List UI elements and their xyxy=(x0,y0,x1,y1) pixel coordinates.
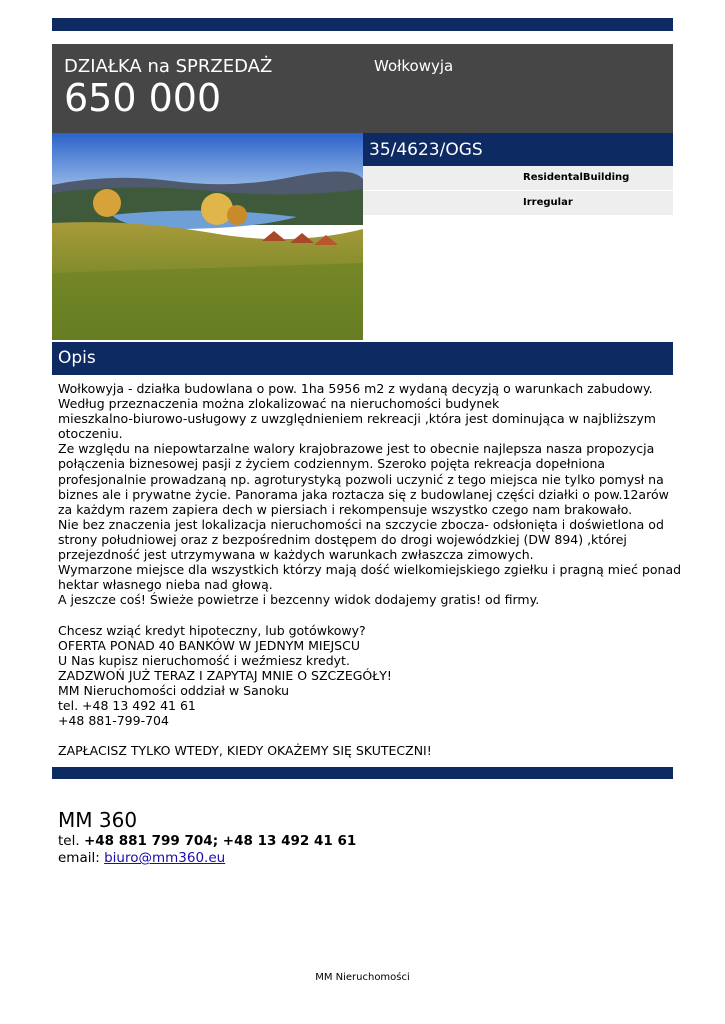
agency-name: MM 360 xyxy=(58,808,138,832)
building-type-row xyxy=(363,166,673,190)
description-line: strony południowej oraz z bezpośrednim dostępem do drogi wojewódzkiej (DW 894) ,której xyxy=(58,531,627,547)
agency-phone xyxy=(58,833,356,849)
bottom-bar xyxy=(52,767,673,779)
listing-price: 650 000 xyxy=(64,76,222,120)
description-line: Chcesz wziąć kredyt hipoteczny, lub gotówkowy? xyxy=(58,622,366,638)
listing-location: Wołkowyja xyxy=(374,57,454,75)
email-label: email: xyxy=(58,850,100,866)
description-line xyxy=(58,728,670,743)
description-line: Ze względu na niepowtarzalne walory krajobrazowe jest to obecnie najlepsza nasza propozycja xyxy=(58,441,655,457)
shape-value: Irregular xyxy=(523,197,573,208)
description-title: Opis xyxy=(58,348,96,368)
description-line: przejezdność jest utrzymywana w każdych warunkach zwłaszcza zimowych. xyxy=(58,547,534,563)
description-line: Nie bez znaczenia jest lokalizacja nieruchomości na szczycie zbocza- odsłonięta i doświetlona od xyxy=(58,516,664,532)
description-line: Wołkowyja - działka budowlana o pow. 1ha 5956 m2 z wydaną decyzją o warunkach zabudowy. xyxy=(58,381,653,396)
description-line: OFERTA PONAD 40 BANKÓW W JEDNYM MIEJSCU xyxy=(58,637,360,653)
description-line: ZAPŁACISZ TYLKO WTEDY, KIEDY OKAŻEMY SIĘ SKUTECZNI! xyxy=(58,743,432,759)
description-line: połączenia biznesowej pasji z życiem codziennym. Szeroko pojęta rekreacja dopełniona xyxy=(58,456,606,472)
property-photo xyxy=(52,133,363,340)
reference-bar xyxy=(363,133,673,166)
listing-type: DZIAŁKA na SPRZEDAŻ xyxy=(64,56,273,77)
description-line: Według przeznaczenia można zlokalizować na nieruchomości budynek xyxy=(58,396,500,412)
description-line: otoczeniu. xyxy=(58,426,123,442)
footer-text: MM Nieruchomości xyxy=(315,972,410,983)
description-line xyxy=(58,607,670,622)
email-link[interactable]: biuro@mm360.eu xyxy=(104,850,226,866)
description-line: za każdym razem zapiera dech w piersiach i rekompensuje wszystko czego nam brakowało. xyxy=(58,501,633,517)
top-bar xyxy=(52,18,673,31)
phone-value: +48 881 799 704; +48 13 492 41 61 xyxy=(83,833,357,849)
reference-number: 35/4623/OGS xyxy=(369,140,483,160)
description-line: U Nas kupisz nieruchomość i weźmiesz kredyt. xyxy=(58,652,350,668)
description-line: A jeszcze coś! Świeże powietrze i bezcenny widok dodajemy gratis! od firmy. xyxy=(58,592,540,608)
description-text xyxy=(58,381,682,759)
building-type-value: ResidentalBuilding xyxy=(523,172,630,183)
description-line: ZADZWOŃ JUŻ TERAZ I ZAPYTAJ MNIE O SZCZEGÓŁY! xyxy=(58,667,392,683)
phone-label: tel. xyxy=(58,833,80,849)
description-line: biznes ale i prywatne życie. Panorama jaka roztacza się z budowlanej części działki o pow.12arów xyxy=(58,486,669,502)
description-line: profesjonalnie prowadzaną np. agroturystyką pozwoli uczynić z tego miejsca nie tylko pomysł na xyxy=(58,471,664,487)
description-line: mieszkalno-biurowo-usługowy z uwzględnieniem rekreacji ,która jest dominująca w najbliższym xyxy=(58,411,656,427)
description-line: MM Nieruchomości oddział w Sanoku xyxy=(58,682,290,698)
description-line: tel. +48 13 492 41 61 xyxy=(58,697,196,713)
description-line: hektar własnego nieba nad głową. xyxy=(58,577,273,593)
description-header xyxy=(52,342,673,375)
description-line: +48 881-799-704 xyxy=(58,713,169,729)
listing-header xyxy=(52,44,673,133)
description-line: Wymarzone miejsce dla wszystkich którzy mają dość wielkomiejskiego zgiełku i pragną mieć ponad xyxy=(58,562,682,578)
agency-email xyxy=(58,850,225,866)
shape-row xyxy=(363,191,673,215)
